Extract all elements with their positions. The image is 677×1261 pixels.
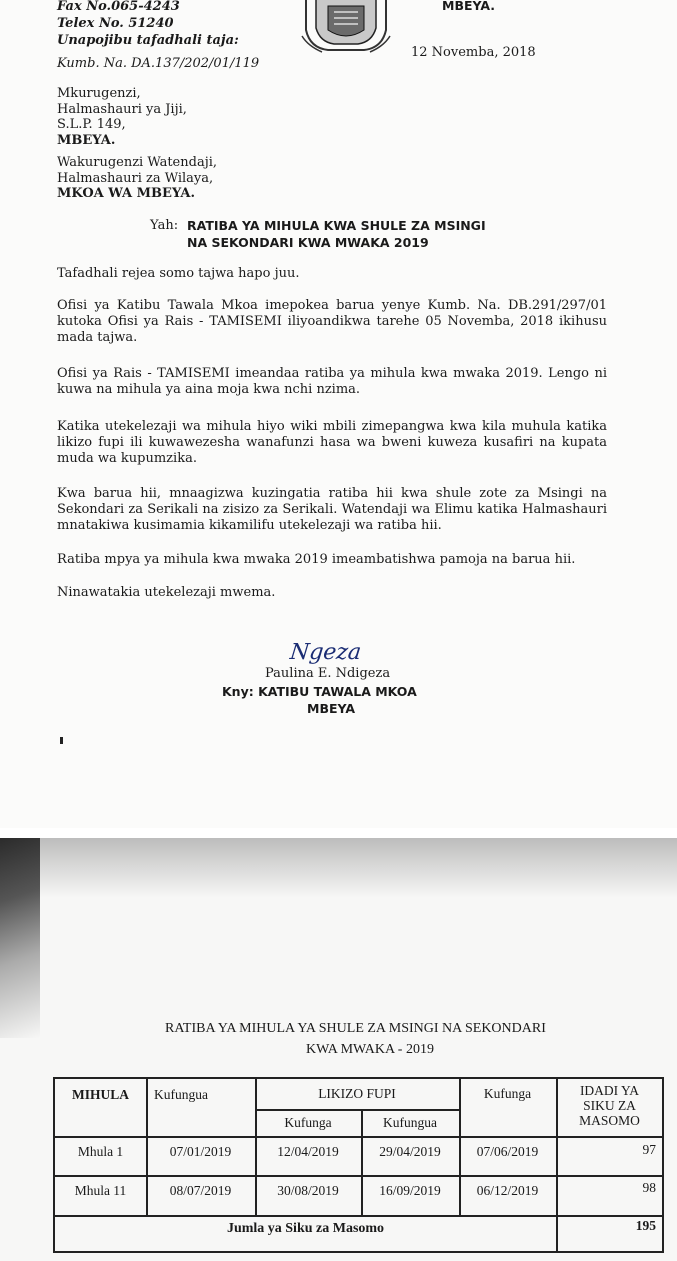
total-label: Jumla ya Siku za Masomo xyxy=(226,1221,385,1236)
scan-shadow xyxy=(0,838,677,898)
header-likizo-kufunga: Kufunga xyxy=(284,1115,332,1130)
table-rule xyxy=(55,1136,663,1138)
row2-lf-kufunga: 30/08/2019 xyxy=(277,1183,339,1198)
header-likizo-kufungua: Kufungua xyxy=(383,1115,437,1130)
schedule-title-line-1: RATIBA YA MIHULA YA SHULE ZA MSINGI NA SEKONDARI xyxy=(165,1021,546,1036)
coat-of-arms-emblem xyxy=(298,0,394,54)
body-paragraph-7: Ninawatakia utekelezaji mwema. xyxy=(57,585,276,600)
row1-siku: 97 xyxy=(642,1142,656,1157)
letterhead-town: MBEYA. xyxy=(442,0,496,13)
row1-muhula: Mhula 1 xyxy=(77,1144,124,1159)
recipient-block-1 xyxy=(57,86,187,148)
page-gap xyxy=(0,828,677,838)
reply-note: Unapojibu tafadhali taja: xyxy=(57,33,239,48)
recipient-line: Halmashauri ya Jiji, xyxy=(57,101,187,117)
total-value: 195 xyxy=(635,1218,656,1233)
subject-prefix: Yah: xyxy=(150,218,179,233)
letter-date: 12 Novemba, 2018 xyxy=(411,45,536,60)
row1-kufunga: 07/06/2019 xyxy=(476,1144,539,1159)
signatory-name: Paulina E. Ndigeza xyxy=(265,666,391,681)
schedule-table xyxy=(53,1077,664,1253)
body-paragraph-3: Ofisi ya Rais - TAMISEMI imeandaa ratiba ya mihula kwa mwaka 2019. Lengo ni kuwa na mihula ya aina moja kwa nchi nzima. xyxy=(57,366,607,397)
recipient-line: Halmashauri za Wilaya, xyxy=(57,170,214,186)
signatory-place: MBEYA xyxy=(307,701,356,716)
body-paragraph-6: Ratiba mpya ya mihula kwa mwaka 2019 imeambatishwa pamoja na barua hii. xyxy=(57,552,576,567)
header-kufungua: Kufungua xyxy=(154,1087,208,1102)
signature-scrawl: Ngeza xyxy=(288,640,363,665)
header-likizo-fupi: LIKIZO FUPI xyxy=(318,1086,396,1101)
subject-line-2: NA SEKONDARI KWA MWAKA 2019 xyxy=(187,235,429,250)
header-idadi-line: SIKU ZA xyxy=(583,1098,636,1113)
recipient-block-2 xyxy=(57,155,217,202)
row1-lf-kufunga: 12/04/2019 xyxy=(277,1144,339,1159)
recipient-line: MBEYA. xyxy=(57,132,116,148)
body-paragraph-1: Tafadhali rejea somo tajwa hapo juu. xyxy=(57,266,300,281)
header-mihula: MIHULA xyxy=(72,1087,129,1102)
header-idadi-line: IDADI YA xyxy=(579,1083,640,1098)
recipient-line: Wakurugenzi Watendaji, xyxy=(57,155,218,170)
row1-lf-kufungua: 29/04/2019 xyxy=(379,1144,441,1159)
ink-speck xyxy=(60,737,63,744)
telex-number: Telex No. 51240 xyxy=(57,16,174,31)
header-idadi-line: MASOMO xyxy=(579,1113,640,1128)
signatory-title: Kny: KATIBU TAWALA MKOA xyxy=(222,684,417,699)
header-kufunga: Kufunga xyxy=(483,1086,532,1101)
body-paragraph-5: Kwa barua hii, mnaagizwa kuzingatia ratiba hii kwa shule zote za Msingi na Sekondari za Serikali na zisizo za Serikali. Watendaji wa Elimu katika Halmashauri mnatakiwa kusimamia kikamilifu utekelezaji wa ratiba hii. xyxy=(57,486,607,533)
table-rule xyxy=(55,1175,663,1177)
header-idadi xyxy=(556,1083,663,1128)
reference-number: Kumb. Na. DA.137/202/01/119 xyxy=(57,56,260,71)
body-paragraph-4: Katika utekelezaji wa mihula hiyo wiki mbili zimepangwa kwa kila muhula katika likizo fupi ili kuwawezesha wanafunzi hasa wa bweni kuweza kusafiri na kupata muda wa kupumzika. xyxy=(57,419,607,466)
scan-shadow-corner xyxy=(0,838,40,1038)
table-rule xyxy=(255,1109,459,1111)
row1-kufungua: 07/01/2019 xyxy=(169,1144,232,1159)
recipient-line: Mkurugenzi, xyxy=(57,86,141,101)
row2-siku: 98 xyxy=(642,1180,656,1195)
recipient-line: S.L.P. 149, xyxy=(57,117,126,132)
body-paragraph-2: Ofisi ya Katibu Tawala Mkoa imepokea barua yenye Kumb. Na. DB.291/297/01 kutoka Ofisi ya Rais - TAMISEMI iliyoandikwa tarehe 05 Novemba, 2018 ikihusu mada tajwa. xyxy=(57,298,607,345)
fax-number: Fax No.065-4243 xyxy=(57,0,180,14)
row2-kufungua: 08/07/2019 xyxy=(169,1183,232,1198)
row2-muhula: Mhula 11 xyxy=(74,1183,127,1198)
subject-line-1: RATIBA YA MIHULA KWA SHULE ZA MSINGI xyxy=(187,218,486,233)
row2-kufunga: 06/12/2019 xyxy=(476,1183,539,1198)
recipient-line: MKOA WA MBEYA. xyxy=(57,186,196,201)
row2-lf-kufungua: 16/09/2019 xyxy=(379,1183,441,1198)
schedule-title-line-2: KWA MWAKA - 2019 xyxy=(306,1042,434,1057)
